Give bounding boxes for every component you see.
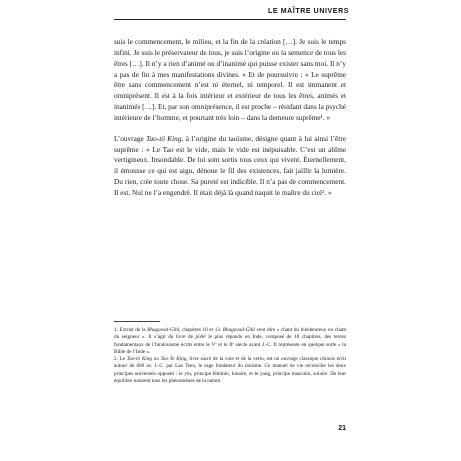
fn1-text-a: 1. Extrait de la	[114, 327, 148, 333]
tao-before: L’ouvrage	[114, 133, 147, 143]
fn1-text-d: le plus répandu en Inde, composé de 18 chapitres, des textes fondamentaux de l’hindouisme écrits entre le Vᵉ et le IIᵉ siècle avant J.-C. Il représente en quelque sorte « la Bible de l’Inde ».	[114, 334, 346, 355]
fn1-text-c: veut dire « chant du bienheureux ou chant du seigneur ». Il s’agit du livre de	[114, 327, 346, 341]
footnotes	[114, 327, 346, 385]
fn2-text-c: , livre sacré de la voie et de la vertu, est un ouvrage classique chinois écrit autour de 600 av. J.-C. par Lao Tseu, le sage fondateur du taoïsme. Ce manuel de vie réconcilie les deux principes universels opposés : le yin, principe féminin, lunaire, et le yang, principe masculin, solaire. De leur équilibre naissent tous les phénomènes de la nature.	[114, 356, 347, 385]
footnote-1	[114, 327, 346, 356]
fn2-italic-a: Tao-tö King	[126, 356, 152, 363]
fn2-italic-b: Tao-Te King	[160, 356, 187, 363]
tao-book-title: Tao-tö King	[146, 133, 182, 143]
running-head: LE MAÎTRE UNIVERS	[268, 8, 349, 15]
fn1-italic-b: Bhagavad-Gîtâ	[222, 327, 255, 333]
fn2-text-a: 2. Le	[114, 356, 127, 363]
tao-after: , à l’origine du taoïsme, désigne quant à lui ainsi l’être suprême : « Le Tao est le vide, mais le vide est inépuisable. C’est un abîme vertigineux. Insondable. De lui sont sortis tous ceux qui vivent. Éternellement, il émousse ce qui est aigu, dénoue le fil des existences, fait jaillir la lumière. Du rien, crée toute chose. Sa pureté est indicible. Il n’a pas de commencement. Il est. Nul ne l’a engendré. Il était déjà là quand naquit le maître du ciel². »	[114, 133, 346, 197]
fn2-text-b: ou	[151, 356, 161, 363]
paragraph-tao-quote	[114, 134, 346, 199]
footnote-2	[114, 356, 346, 385]
page-number: 21	[338, 425, 346, 432]
body-text	[114, 37, 346, 199]
fn1-italic-c: piété	[195, 334, 206, 341]
fn1-italic-a: Bhagavad-Gîtâ	[147, 327, 180, 333]
header-rule	[114, 19, 346, 20]
paragraph-gita-quote: suis le commencement, le milieu, et la fin de la création […]. Je suis le temps infini. Je suis le préservateur de tous, je suis l’origine ou la semence de tous les êtres […]. Il n’y a rien d’animé ou d’inanimé qui puisse exister sans moi. Il n’y a pas de fin à mes manifestations divines. » Et de poursuivre : « Le suprême être sans commencement n’est ni éternel, ni temporel. Il est immanent et omniprésent. Il est à la fois intérieur et extérieur de tous les êtres, animés et inanimés […]. Et, par son omniprésence, il est proche – résidant dans la psyché intérieure de l’homme, et pourtant très loin – dans la demeure suprême¹. »	[114, 37, 346, 122]
fn1-text-b: , chapitres 10 et 13.	[179, 327, 223, 333]
footnote-rule	[114, 321, 160, 322]
